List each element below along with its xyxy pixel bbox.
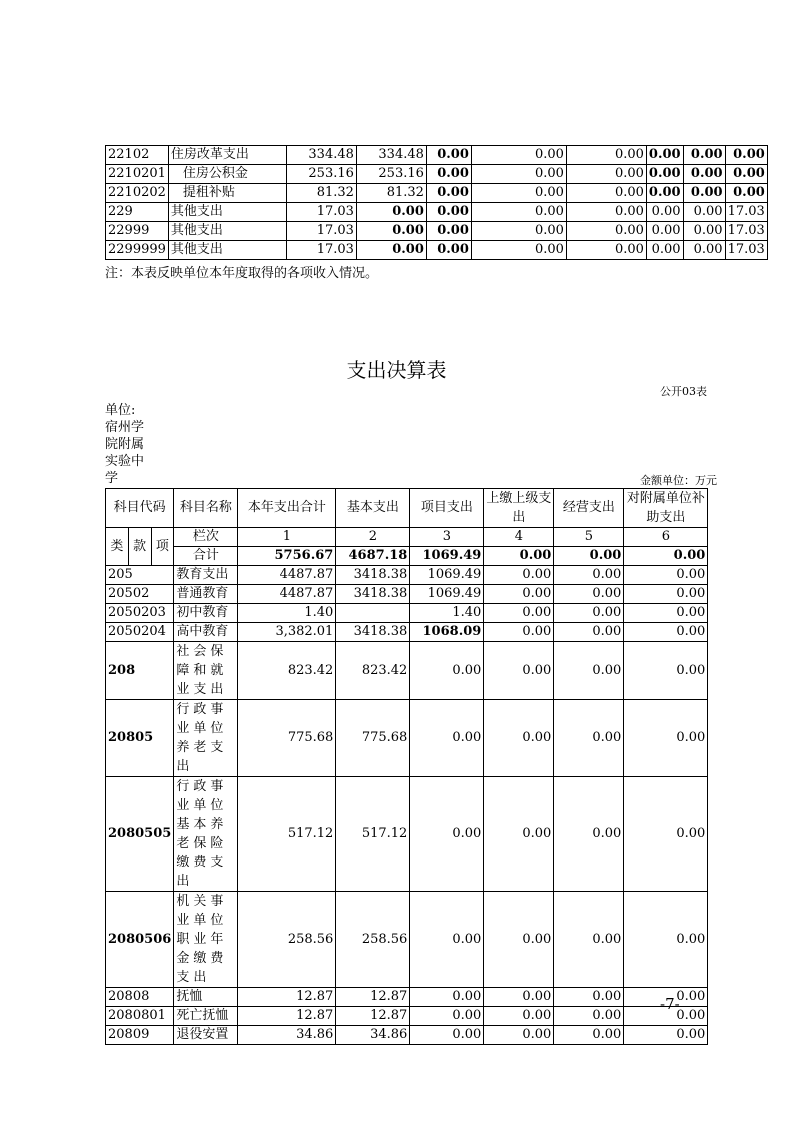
row-c1: 4487.87	[238, 585, 336, 604]
row-code: 20808	[106, 988, 174, 1007]
row-name: 高中教育	[174, 623, 238, 642]
table-row	[106, 1007, 708, 1026]
row-c4: 0.00	[484, 892, 554, 988]
row-c8: 17.03	[725, 222, 767, 241]
row-c4: 0.00	[471, 203, 566, 222]
row-c1: 258.56	[238, 892, 336, 988]
row-code: 2080505	[106, 777, 174, 892]
table-row	[106, 585, 708, 604]
row-c8: 0.00	[725, 184, 767, 203]
row-c3: 1069.49	[410, 585, 484, 604]
row-name: 其他支出	[168, 222, 286, 241]
row-c2: 3418.38	[336, 623, 410, 642]
table-row	[106, 184, 768, 203]
col-number-2: 2	[336, 528, 410, 547]
row-c7: 0.00	[683, 241, 725, 260]
header-lanci: 栏次	[174, 528, 238, 547]
row-c1: 334.48	[286, 146, 356, 165]
row-c3: 0.00	[410, 1026, 484, 1045]
table-row	[106, 203, 768, 222]
row-c6: 0.00	[624, 777, 708, 892]
row-code: 2050203	[106, 604, 174, 623]
row-c5: 0.00	[566, 184, 646, 203]
row-c3: 0.00	[426, 146, 471, 165]
row-name: 提租补贴	[168, 184, 286, 203]
row-name: 初中教育	[174, 604, 238, 623]
header-upper: 上缴上级支出	[484, 489, 554, 528]
row-c5: 0.00	[554, 892, 624, 988]
row-c5: 0.00	[566, 241, 646, 260]
row-name: 死亡抚恤	[174, 1007, 238, 1026]
row-c3: 0.00	[410, 700, 484, 777]
row-c1: 253.16	[286, 165, 356, 184]
row-c5: 0.00	[566, 165, 646, 184]
row-c5: 0.00	[566, 203, 646, 222]
row-c4: 0.00	[484, 1007, 554, 1026]
row-c7: 0.00	[683, 203, 725, 222]
table-row	[106, 566, 708, 585]
totals-row	[106, 547, 708, 566]
row-c1: 17.03	[286, 241, 356, 260]
table-row	[106, 988, 708, 1007]
form-number: 公开03表	[660, 385, 707, 398]
row-c3: 0.00	[426, 222, 471, 241]
table-row	[106, 700, 708, 777]
col-number-4: 4	[484, 528, 554, 547]
row-c2: 3418.38	[336, 585, 410, 604]
row-c3: 1.40	[410, 604, 484, 623]
row-c4: 0.00	[471, 184, 566, 203]
row-c6: 0.00	[646, 165, 683, 184]
row-c5: 0.00	[554, 1026, 624, 1045]
amount-unit: 金额单位：万元	[640, 474, 717, 487]
row-c6: 0.00	[624, 892, 708, 988]
row-c1: 12.87	[238, 988, 336, 1007]
row-c7: 0.00	[683, 222, 725, 241]
totals-c2: 4687.18	[336, 547, 410, 566]
header-subsidy: 对附属单位补助支出	[624, 489, 708, 528]
row-c4: 0.00	[484, 585, 554, 604]
row-name: 住房改革支出	[168, 146, 286, 165]
row-c8: 17.03	[725, 241, 767, 260]
row-name: 普通教育	[174, 585, 238, 604]
row-name: 行政事业单位养老支出	[174, 700, 238, 777]
row-c8: 0.00	[725, 146, 767, 165]
row-c2: 258.56	[336, 892, 410, 988]
row-c6: 0.00	[646, 146, 683, 165]
row-c7: 0.00	[683, 184, 725, 203]
row-c2: 0.00	[356, 241, 426, 260]
row-code: 2080801	[106, 1007, 174, 1026]
header-lei: 类	[106, 528, 129, 566]
expenditure-table	[105, 488, 708, 1045]
col-number-3: 3	[410, 528, 484, 547]
row-c4: 0.00	[471, 241, 566, 260]
table-note: 注：本表反映单位本年度取得的各项收入情况。	[105, 266, 379, 281]
row-c3: 0.00	[410, 642, 484, 700]
table-row	[106, 642, 708, 700]
row-c6: 0.00	[624, 604, 708, 623]
row-c2: 12.87	[336, 1007, 410, 1026]
row-c8: 0.00	[725, 165, 767, 184]
row-c3: 0.00	[426, 165, 471, 184]
header-xiang: 项	[151, 528, 174, 566]
row-c6: 0.00	[646, 241, 683, 260]
row-c6: 0.00	[624, 566, 708, 585]
header-business: 经营支出	[554, 489, 624, 528]
row-c4: 0.00	[471, 146, 566, 165]
row-code: 20502	[106, 585, 174, 604]
row-name: 机关事业单位职业年金缴费支出	[174, 892, 238, 988]
row-c2: 12.87	[336, 988, 410, 1007]
row-c1: 775.68	[238, 700, 336, 777]
totals-c3: 1069.49	[410, 547, 484, 566]
page-number: -7-	[660, 995, 680, 1013]
row-c6: 0.00	[624, 1007, 708, 1026]
header-project: 项目支出	[410, 489, 484, 528]
row-c1: 517.12	[238, 777, 336, 892]
header-kuan: 款	[128, 528, 151, 566]
row-code: 22999	[106, 222, 169, 241]
table-row	[106, 1026, 708, 1045]
row-code: 22102	[106, 146, 169, 165]
unit-label: 单位:	[105, 403, 136, 418]
header-code: 科目代码	[106, 489, 174, 528]
row-c6: 0.00	[624, 988, 708, 1007]
row-c4: 0.00	[484, 604, 554, 623]
row-c5: 0.00	[554, 604, 624, 623]
row-c6: 0.00	[624, 1026, 708, 1045]
row-c3: 1068.09	[410, 623, 484, 642]
row-c3: 0.00	[410, 777, 484, 892]
row-name: 教育支出	[174, 566, 238, 585]
row-c3: 0.00	[426, 241, 471, 260]
row-c5: 0.00	[554, 623, 624, 642]
row-c5: 0.00	[566, 222, 646, 241]
row-code: 2210201	[106, 165, 169, 184]
row-c1: 81.32	[286, 184, 356, 203]
table-row	[106, 604, 708, 623]
row-c5: 0.00	[566, 146, 646, 165]
row-c2: 334.48	[356, 146, 426, 165]
row-c3: 1069.49	[410, 566, 484, 585]
row-code: 2210202	[106, 184, 169, 203]
totals-c5: 0.00	[554, 547, 624, 566]
row-c4: 0.00	[484, 642, 554, 700]
row-c3: 0.00	[410, 892, 484, 988]
totals-c6: 0.00	[624, 547, 708, 566]
row-c2: 517.12	[336, 777, 410, 892]
row-c2: 0.00	[356, 222, 426, 241]
table-row	[106, 241, 768, 260]
row-code: 2050204	[106, 623, 174, 642]
row-name: 住房公积金	[168, 165, 286, 184]
row-name: 社会保障和就业支出	[174, 642, 238, 700]
row-c1: 17.03	[286, 222, 356, 241]
row-code: 2080506	[106, 892, 174, 988]
row-c7: 0.00	[683, 165, 725, 184]
row-c1: 12.87	[238, 1007, 336, 1026]
totals-c1: 5756.67	[238, 547, 336, 566]
row-c2: 823.42	[336, 642, 410, 700]
row-code: 208	[106, 642, 174, 700]
row-c2	[336, 604, 410, 623]
row-c5: 0.00	[554, 777, 624, 892]
row-c2: 0.00	[356, 203, 426, 222]
row-c6: 0.00	[624, 623, 708, 642]
row-c5: 0.00	[554, 585, 624, 604]
row-code: 20805	[106, 700, 174, 777]
header-name: 科目名称	[174, 489, 238, 528]
row-c5: 0.00	[554, 566, 624, 585]
row-c4: 0.00	[484, 988, 554, 1007]
table-row	[106, 623, 708, 642]
row-c8: 17.03	[725, 203, 767, 222]
unit-name: 宿州学院附属实验中学	[105, 420, 145, 486]
row-c1: 4487.87	[238, 566, 336, 585]
row-c3: 0.00	[410, 1007, 484, 1026]
row-c4: 0.00	[484, 566, 554, 585]
row-c1: 823.42	[238, 642, 336, 700]
row-c3: 0.00	[426, 203, 471, 222]
row-c2: 3418.38	[336, 566, 410, 585]
row-c3: 0.00	[426, 184, 471, 203]
totals-c4: 0.00	[484, 547, 554, 566]
row-c5: 0.00	[554, 642, 624, 700]
table-row	[106, 165, 768, 184]
row-c2: 775.68	[336, 700, 410, 777]
row-name: 退役安置	[174, 1026, 238, 1045]
row-c4: 0.00	[484, 623, 554, 642]
table-row	[106, 777, 708, 892]
row-c4: 0.00	[484, 700, 554, 777]
header-total: 本年支出合计	[238, 489, 336, 528]
totals-label: 合计	[174, 547, 238, 566]
row-c6: 0.00	[646, 203, 683, 222]
row-c6: 0.00	[624, 700, 708, 777]
row-c5: 0.00	[554, 700, 624, 777]
col-number-1: 1	[238, 528, 336, 547]
table-row	[106, 146, 768, 165]
table-row	[106, 892, 708, 988]
page-title: 支出决算表	[346, 358, 447, 382]
row-name: 抚恤	[174, 988, 238, 1007]
row-c6: 0.00	[646, 222, 683, 241]
row-c4: 0.00	[471, 222, 566, 241]
col-number-6: 6	[624, 528, 708, 547]
row-c5: 0.00	[554, 1007, 624, 1026]
income-table-continuation	[105, 145, 768, 260]
row-c4: 0.00	[471, 165, 566, 184]
row-c3: 0.00	[410, 988, 484, 1007]
row-c6: 0.00	[624, 642, 708, 700]
row-c2: 253.16	[356, 165, 426, 184]
row-c2: 34.86	[336, 1026, 410, 1045]
row-name: 行政事业单位基本养老保险缴费支出	[174, 777, 238, 892]
row-c1: 3,382.01	[238, 623, 336, 642]
row-code: 2299999	[106, 241, 169, 260]
row-code: 205	[106, 566, 174, 585]
row-code: 229	[106, 203, 169, 222]
row-code: 20809	[106, 1026, 174, 1045]
row-c7: 0.00	[683, 146, 725, 165]
row-name: 其他支出	[168, 241, 286, 260]
row-c2: 81.32	[356, 184, 426, 203]
header-basic: 基本支出	[336, 489, 410, 528]
row-c4: 0.00	[484, 777, 554, 892]
col-number-5: 5	[554, 528, 624, 547]
row-c1: 34.86	[238, 1026, 336, 1045]
row-c5: 0.00	[554, 988, 624, 1007]
row-c1: 17.03	[286, 203, 356, 222]
row-c6: 0.00	[646, 184, 683, 203]
row-name: 其他支出	[168, 203, 286, 222]
row-c4: 0.00	[484, 1026, 554, 1045]
row-c6: 0.00	[624, 585, 708, 604]
table-row	[106, 222, 768, 241]
row-c1: 1.40	[238, 604, 336, 623]
